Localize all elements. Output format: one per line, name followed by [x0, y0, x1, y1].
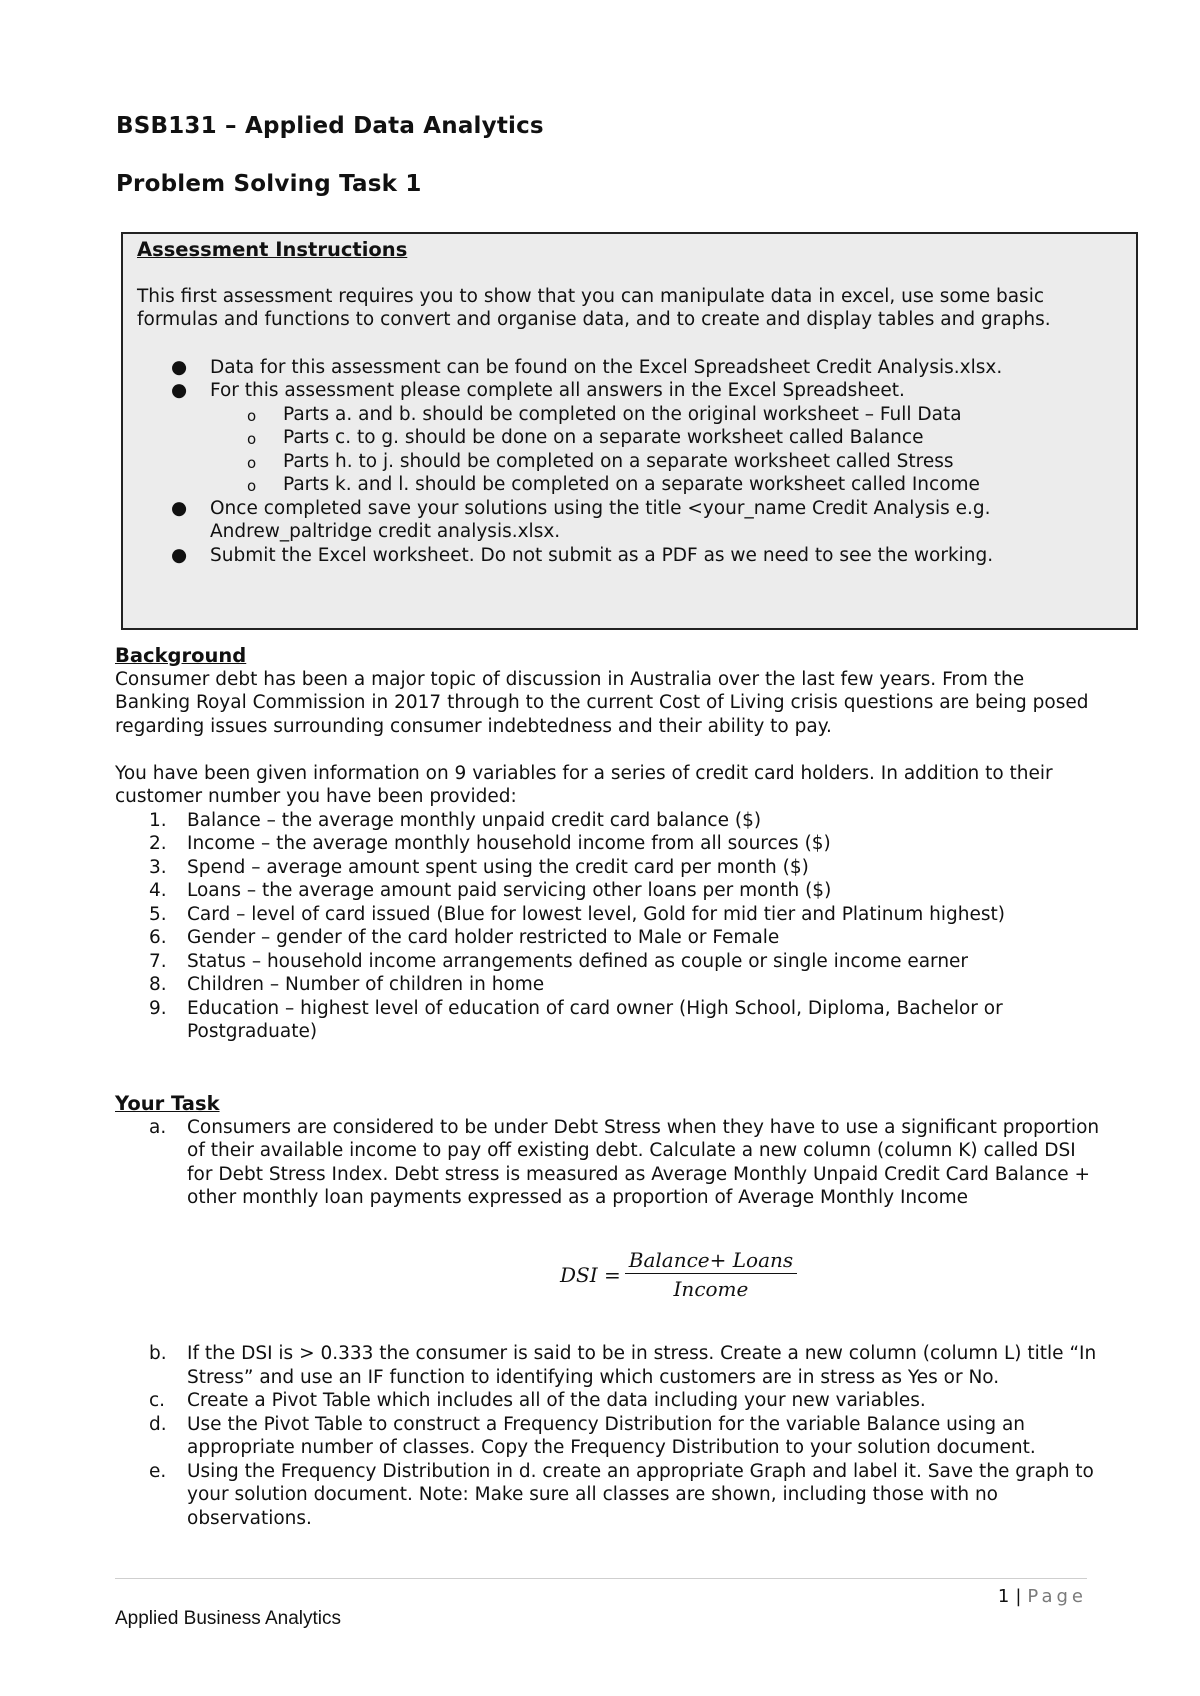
hollow-bullet-icon: o — [247, 406, 257, 425]
task-item — [115, 1389, 1105, 1413]
variable-list-item — [115, 926, 1105, 950]
instruction-sub-bullet — [137, 426, 1116, 450]
list-text: Gender – gender of the card holder restricted to Male or Female — [187, 927, 780, 948]
task-label: a. — [149, 1116, 167, 1138]
document-title: BSB131 – Applied Data Analytics — [116, 113, 544, 139]
task-text: Use the Pivot Table to construct a Frequency Distribution for the variable Balance using an appropriate number of classes. Copy the Frequency Distribution to your solution document. — [187, 1413, 1036, 1458]
task-text: Create a Pivot Table which includes all of the data including your new variables. — [187, 1390, 926, 1411]
variable-list-item — [115, 856, 1105, 880]
sub-bullet-text: Parts k. and l. should be completed on a separate worksheet called Income — [283, 474, 980, 495]
task-label: b. — [149, 1343, 167, 1364]
page-number-separator: | — [1015, 1586, 1022, 1607]
list-number: 1. — [149, 809, 167, 831]
list-number: 3. — [149, 856, 167, 878]
variable-list-item — [115, 809, 1105, 833]
formula-lhs: DSI = — [560, 1262, 621, 1287]
background-section — [115, 644, 1105, 1044]
list-text: Loans – the average amount paid servicing other loans per month ($) — [187, 880, 832, 901]
page-number-value: 1 — [997, 1586, 1010, 1607]
list-number: 8. — [149, 974, 167, 995]
sub-bullet-text: Parts a. and b. should be completed on the original worksheet – Full Data — [283, 403, 962, 425]
bullet-text: Data for this assessment can be found on the Excel Spreadsheet Credit Analysis.xlsx. — [210, 356, 1003, 378]
task-section-top — [115, 1092, 1105, 1210]
task-text: Using the Frequency Distribution in d. create an appropriate Graph and label it. Save the graph to your solution document. Note: Make sure all classes are shown, including those with no observations. — [187, 1460, 1094, 1529]
page-number — [998, 1586, 1087, 1607]
variable-list-item — [115, 950, 1105, 974]
hollow-bullet-icon: o — [247, 477, 257, 495]
variable-list-item — [115, 997, 1105, 1044]
bullet-text: For this assessment please complete all answers in the Excel Spreadsheet. — [210, 380, 905, 401]
sub-bullet-text: Parts h. to j. should be completed on a separate worksheet called Stress — [283, 450, 954, 472]
variable-list-item — [115, 973, 1105, 997]
list-text: Card – level of card issued (Blue for lowest level, Gold for mid tier and Platinum highest) — [187, 903, 1005, 925]
instructions-intro: This first assessment requires you to show that you can manipulate data in excel, use some basic formulas and functions to convert and organise data, and to create and display tables and graphs. — [137, 285, 1051, 330]
instruction-bullet — [137, 544, 1116, 568]
hollow-bullet-icon: o — [247, 430, 257, 448]
list-number: 4. — [149, 880, 167, 901]
list-text: Balance – the average monthly unpaid credit card balance ($) — [187, 809, 762, 831]
list-number: 2. — [149, 833, 167, 854]
list-text: Income – the average monthly household income from all sources ($) — [187, 833, 831, 854]
task-label: d. — [149, 1413, 167, 1435]
instruction-sub-bullet — [137, 403, 1116, 427]
sub-bullet-text: Parts c. to g. should be done on a separate worksheet called Balance — [283, 427, 924, 448]
formula-numerator: Balance+ Loans — [625, 1248, 797, 1274]
bullet-icon: ● — [171, 356, 188, 378]
task-item — [115, 1342, 1105, 1389]
bullet-text: Submit the Excel worksheet. Do not submit as a PDF as we need to see the working. — [210, 544, 994, 566]
formula-fraction — [625, 1248, 797, 1301]
task-heading: Your Task — [115, 1092, 220, 1115]
instruction-sub-bullet — [137, 450, 1116, 474]
variable-list-item — [115, 832, 1105, 856]
task-section-bottom — [115, 1342, 1105, 1530]
background-paragraph: Consumer debt has been a major topic of discussion in Australia over the last few years. From the Banking Royal Commission in 2017 through to the current Cost of Living crisis questions are being posed regarding issues surrounding consumer indebtedness and their ability to pay. — [115, 668, 1089, 737]
instruction-bullet — [137, 379, 1116, 403]
task-text: If the DSI is > 0.333 the consumer is said to be in stress. Create a new column (column L) title “In Stress” and use an IF function to identifying which customers are in stress as Yes or No. — [187, 1343, 1097, 1388]
task-text: Consumers are considered to be under Debt Stress when they have to use a significant proportion of their available income to pay off existing debt. Calculate a new column (column K) called DSI for Debt Stress Index. Debt stress is measured as Average Monthly Unpaid Credit Card Balance + other monthly loan payments expressed as a proportion of Average Monthly Income — [187, 1116, 1100, 1208]
bullet-text: Once completed save your solutions using the title <your_name Credit Analysis e.g. Andrew_paltridge credit analysis.xlsx. — [210, 497, 991, 542]
bullet-icon: ● — [171, 544, 188, 566]
variable-list-item — [115, 903, 1105, 927]
background-paragraph: You have been given information on 9 variables for a series of credit card holders. In addition to their customer number you have been provided: — [115, 762, 1053, 807]
task-item — [115, 1460, 1105, 1531]
hollow-bullet-icon: o — [247, 453, 257, 472]
task-item — [115, 1116, 1105, 1210]
list-text: Children – Number of children in home — [187, 974, 545, 995]
document-subtitle: Problem Solving Task 1 — [116, 171, 422, 197]
list-number: 9. — [149, 997, 167, 1019]
bullet-icon: ● — [171, 380, 188, 401]
list-number: 7. — [149, 950, 167, 972]
list-text: Status – household income arrangements defined as couple or single income earner — [187, 950, 969, 972]
background-heading: Background — [115, 644, 247, 667]
list-text: Spend – average amount spent using the credit card per month ($) — [187, 856, 809, 878]
formula-denominator: Income — [673, 1277, 749, 1301]
list-number: 6. — [149, 927, 167, 948]
task-item — [115, 1413, 1105, 1460]
bullet-icon: ● — [171, 497, 188, 519]
footer-text: Applied Business Analytics — [115, 1608, 342, 1629]
variable-list-item — [115, 879, 1105, 903]
list-text: Education – highest level of education of card owner (High School, Diploma, Bachelor or Postgraduate) — [187, 997, 1003, 1042]
page-word: Page — [1027, 1586, 1087, 1607]
instruction-sub-bullet — [137, 473, 1116, 497]
list-number: 5. — [149, 903, 167, 925]
instruction-bullet — [137, 356, 1116, 380]
assessment-instructions-box — [121, 232, 1138, 630]
dsi-formula — [560, 1248, 797, 1301]
instructions-heading: Assessment Instructions — [137, 238, 408, 261]
footer-divider — [115, 1578, 1087, 1579]
instruction-bullet — [137, 497, 1116, 544]
task-label: c. — [149, 1390, 166, 1411]
task-label: e. — [149, 1460, 167, 1482]
